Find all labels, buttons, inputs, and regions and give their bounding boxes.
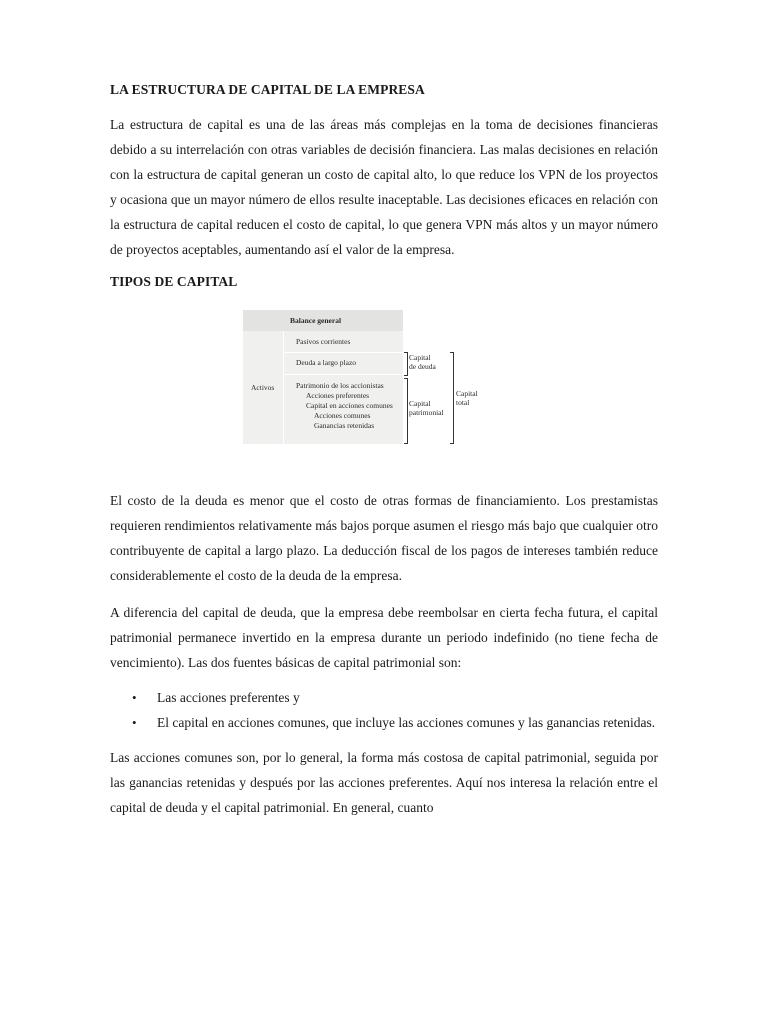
label-capital-deuda-1: Capital	[409, 353, 431, 362]
section-heading-tipos-de-capital: TIPOS DE CAPITAL	[110, 274, 238, 289]
row-deuda-largo-plazo: Deuda a largo plazo	[296, 358, 357, 367]
row-patrimonio: Patrimonio de los accionistas	[296, 381, 384, 390]
label-capital-deuda-2: de deuda	[409, 362, 436, 371]
document-title: LA ESTRUCTURA DE CAPITAL DE LA EMPRESA	[110, 82, 425, 97]
label-capital-patrimonial-1: Capital	[409, 399, 431, 408]
row-acciones-preferentes: Acciones preferentes	[306, 391, 370, 400]
row-ganancias-retenidas: Ganancias retenidas	[314, 421, 375, 430]
activos-label: Activos	[251, 383, 275, 392]
list-item: • Las acciones preferentes y	[110, 685, 658, 710]
label-capital-total-2: total	[456, 398, 470, 407]
label-capital-patrimonial-2: patrimonial	[409, 408, 444, 417]
row-capital-acciones-comunes: Capital en acciones comunes	[306, 401, 393, 410]
paragraph-costo-deuda: El costo de la deuda es menor que el costo de otras formas de financiamiento. Los prestamistas requieren rendimientos relativamente más bajos porque asumen el riesgo más bajo que cualquier otro contribuyente de capital a largo plazo. La deducción fiscal de los pagos de intereses también reduce considerablemente el costo de la deuda de la empresa.	[110, 493, 658, 583]
paragraph-capital-patrimonial: A diferencia del capital de deuda, que la empresa debe reembolsar en cierta fecha futura, el capital patrimonial permanece invertido en la empresa durante un periodo indefinido (no tiene fecha de vencimiento). Las dos fuentes básicas de capital patrimonial son:	[110, 605, 658, 670]
row-pasivos-corrientes: Pasivos corrientes	[296, 337, 351, 346]
list-item: • El capital en acciones comunes, que incluye las acciones comunes y las ganancias retenidas.	[110, 710, 658, 735]
paragraph-acciones-comunes: Las acciones comunes son, por lo general, la forma más costosa de capital patrimonial, seguida por las ganancias retenidas y después por las acciones preferentes. Aquí nos interesa la relación entre el capital de deuda y el capital patrimonial. En general, cuanto	[110, 750, 658, 815]
balance-sheet-figure	[110, 310, 658, 460]
bullet-list	[110, 685, 658, 735]
balance-sheet-title: Balance general	[290, 316, 342, 325]
document-page	[110, 82, 658, 820]
paragraph-intro: La estructura de capital es una de las áreas más complejas en la toma de decisiones financieras debido a su interrelación con otras variables de decisión financiera. Las malas decisiones en relación con la estructura de capital generan un costo de capital alto, lo que reduce los VPN de los proyectos y ocasiona que un mayor número de ellos resulte inaceptable. Las decisiones eficaces en relación con la estructura de capital reducen el costo de capital, lo que genera VPN más altos y un mayor número de proyectos aceptables, aumentando así el valor de la empresa.	[110, 117, 658, 257]
label-capital-total-1: Capital	[456, 389, 478, 398]
brace-capital-patrimonial	[404, 378, 408, 444]
brace-capital-deuda	[404, 352, 408, 376]
brace-capital-total	[450, 352, 454, 444]
row-acciones-comunes: Acciones comunes	[314, 411, 371, 420]
